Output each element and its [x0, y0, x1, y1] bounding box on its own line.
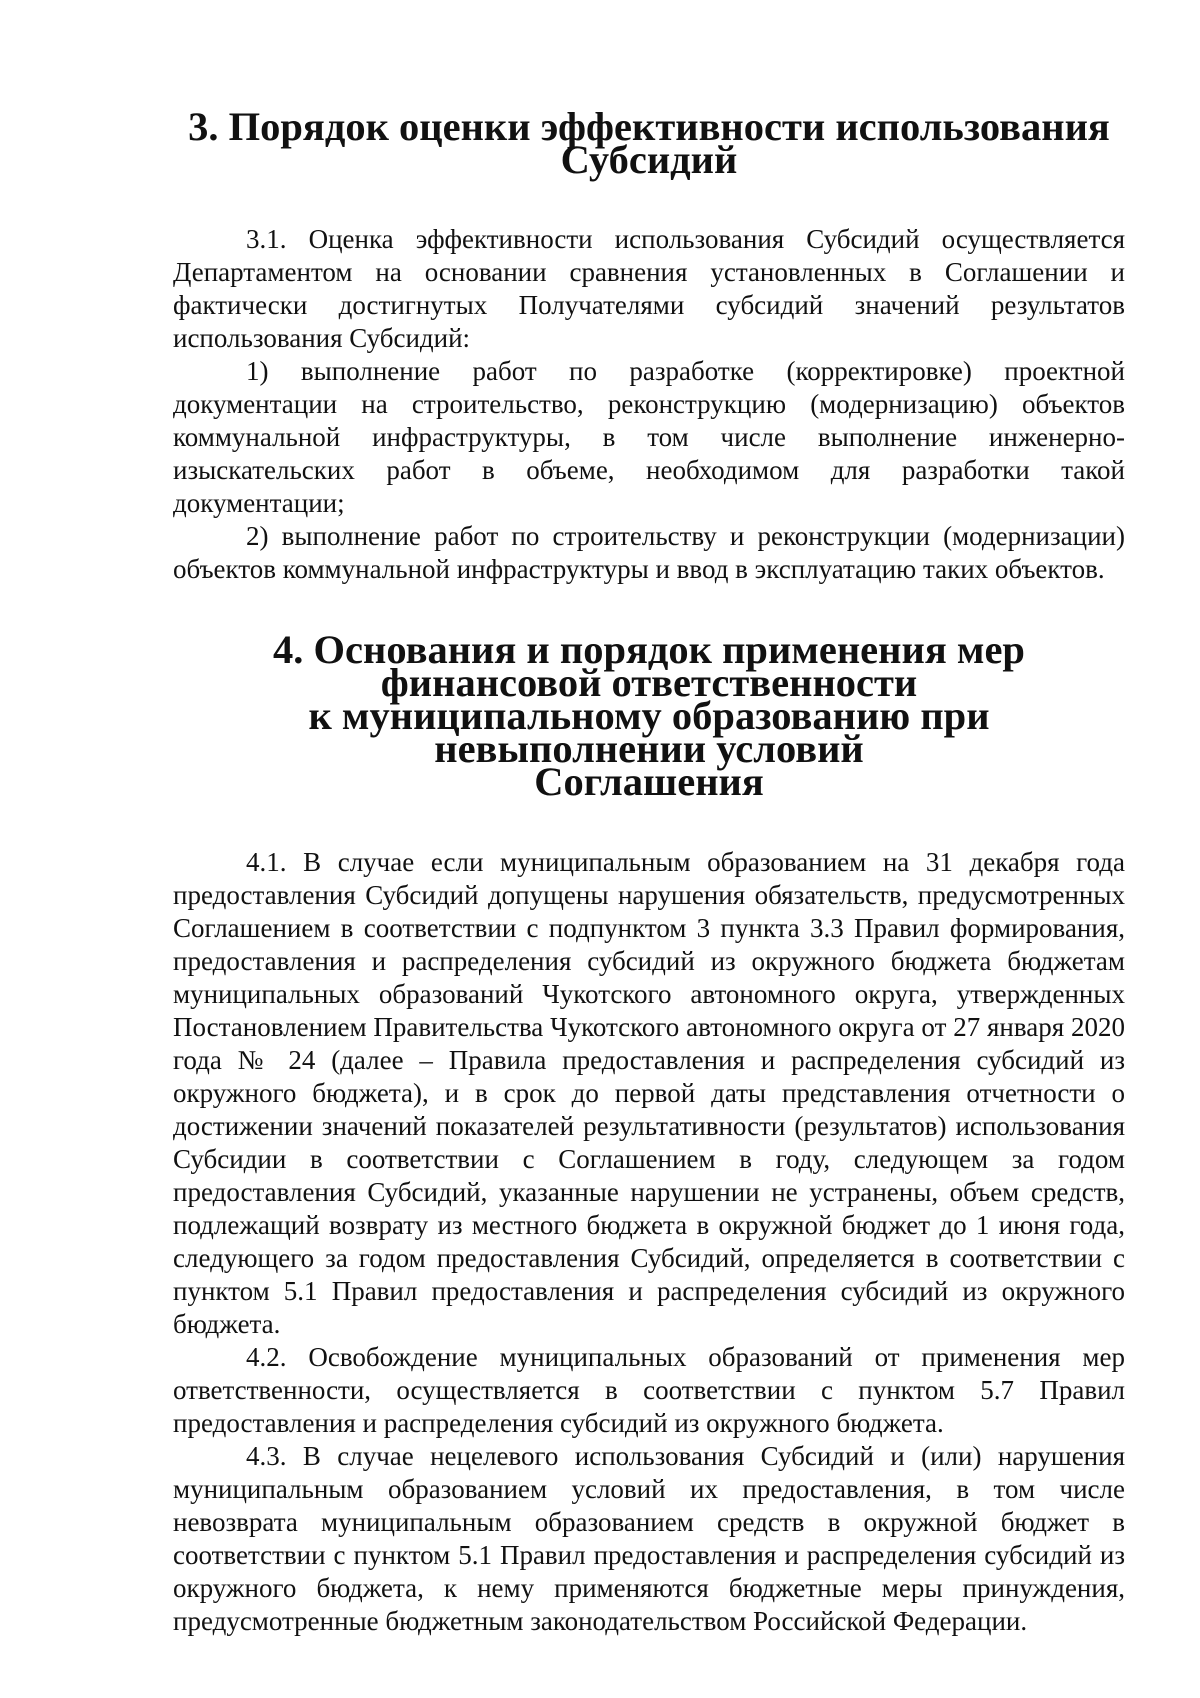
section-4-heading-line-3: Соглашения [534, 759, 764, 804]
section-4-heading [173, 627, 1125, 804]
paragraph-3-1-item-2: 2) выполнение работ по строительству и реконструкции (модернизации) объектов коммунальной инфраструктуры и ввод в эксплуатацию таких объектов. [173, 521, 1125, 584]
section-4-heading-line-2: к муниципальному образованию при невыполнении условий [308, 693, 990, 771]
section-4-heading-line-1: 4. Основания и порядок применения мер финансовой ответственности [273, 627, 1025, 705]
document-body [173, 104, 1125, 1638]
paragraph-4-2: 4.2. Освобождение муниципальных образований от применения мер ответственности, осуществляется в соответствии с пунктом 5.7 Правил предоставления и распределения субсидий из окружного бюджета. [173, 1342, 1125, 1438]
paragraph-4-3: 4.3. В случае нецелевого использования Субсидий и (или) нарушения муниципальным образованием условий их предоставления, в том числе невозврата муниципальным образованием средств в окружной бюджет в соответствии с пунктом 5.1 Правил предоставления и распределения субсидий из окружного бюджета, к нему применяются бюджетные меры принуждения, предусмотренные бюджетным законодательством Российской Федерации. [173, 1441, 1125, 1636]
paragraph-3-1: 3.1. Оценка эффективности использования Субсидий осуществляется Департаментом на основании сравнения установленных в Соглашении и фактически достигнутых Получателями субсидий значений результатов использования Субсидий: [173, 224, 1125, 353]
section-3-heading: 3. Порядок оценки эффективности использования Субсидий [188, 104, 1110, 182]
paragraph-3-1-item-1: 1) выполнение работ по разработке (корректировке) проектной документации на строительство, реконструкцию (модернизацию) объектов коммунальной инфраструктуры, в том числе выполнение инженерно-изыскательских работ в объеме, необходимом для разработки такой документации; [173, 356, 1125, 518]
paragraph-4-1: 4.1. В случае если муниципальным образованием на 31 декабря года предоставления Субсидий допущены нарушения обязательств, предусмотренных Соглашением в соответствии с подпунктом 3 пункта 3.3 Правил формирования, предоставления и распределения субсидий из окружного бюджета бюджетам муниципальных образований Чукотского автономного округа, утвержденных Постановлением Правительства Чукотского автономного округа от 27 января 2020 года № 24 (далее – Правила предоставления и распределения субсидий из окружного бюджета), и в срок до первой даты представления отчетности о достижении значений показателей результативности (результатов) использования Субсидии в соответствии с Соглашением в году, следующем за годом предоставления Субсидий, указанные нарушении не устранены, объем средств, подлежащий возврату из местного бюджета в окружной бюджет до 1 июня года, следующего за годом предоставления Субсидий, определяется в соответствии с пунктом 5.1 Правил предоставления и распределения субсидий из окружного бюджета. [173, 847, 1125, 1339]
